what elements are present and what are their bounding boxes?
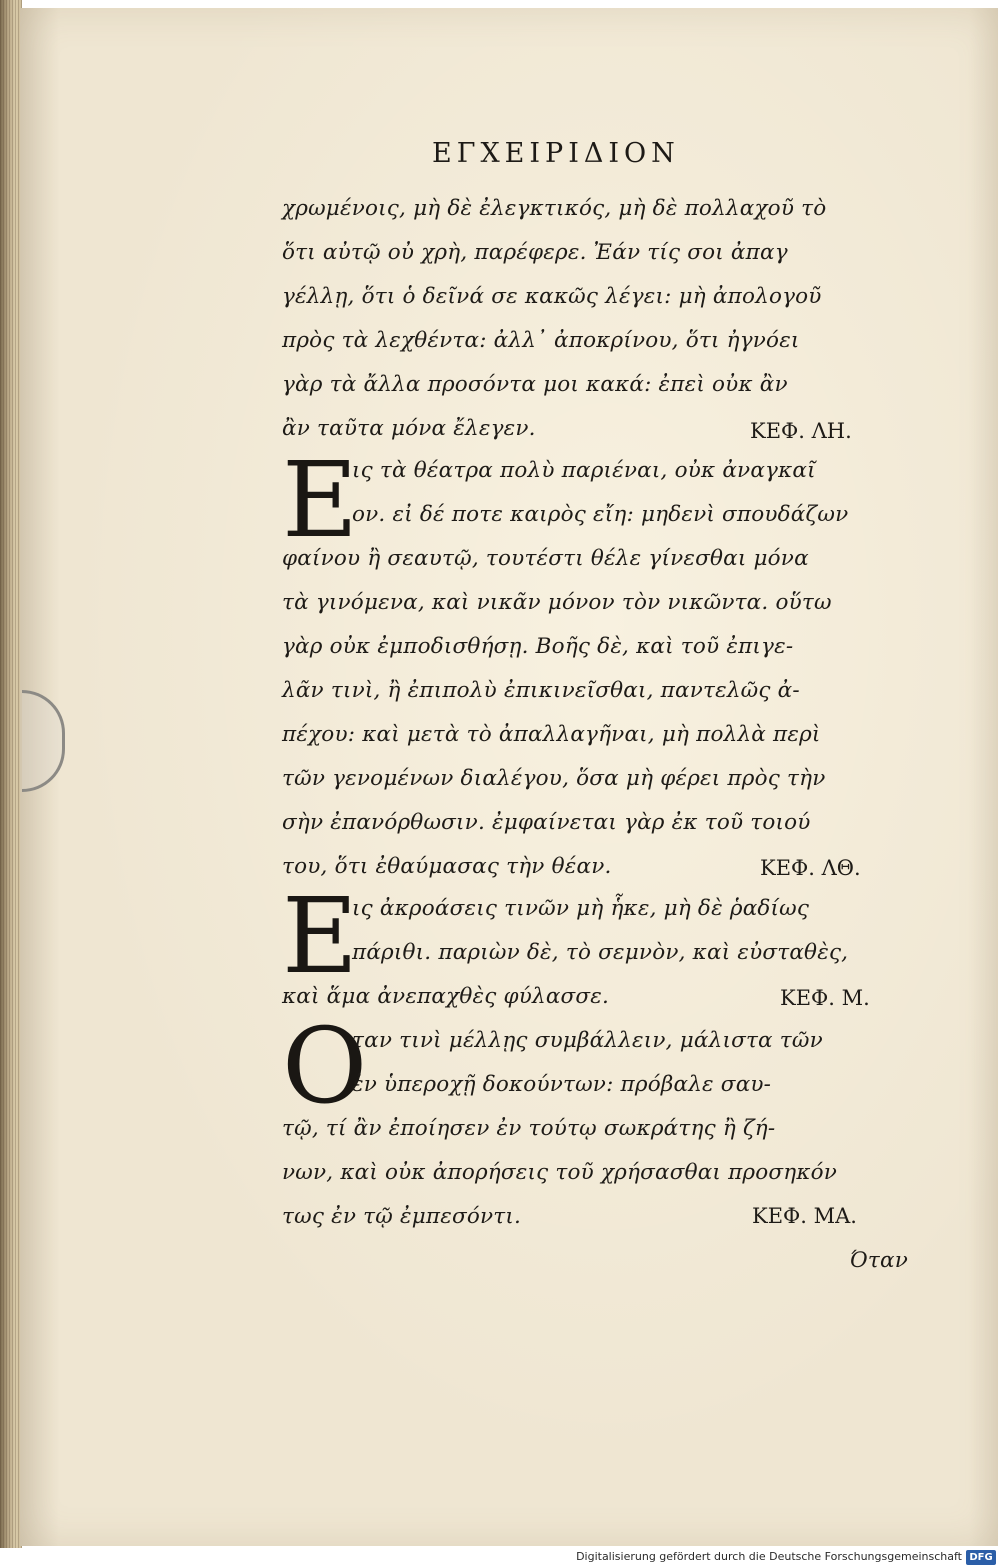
text-line: πρὸς τὰ λεχθέντα: ἀλλ᾽ ἀποκρίνου, ὅτι ἠγνόει: [282, 328, 800, 353]
funding-credit: Digitalisierung gefördert durch die Deutsche Forschungsgemeinschaft: [576, 1550, 962, 1563]
text-line: ις τὰ θέατρα πολὺ παριέναι, οὐκ ἀναγκαῖ: [352, 458, 816, 483]
running-head: ΕΓΧΕΙΡΙΔΙΟΝ: [432, 138, 680, 169]
text-line: γὰρ οὐκ ἐμποδισθήσῃ. Βοῆς δὲ, καὶ τοῦ ἐπιγε-: [282, 634, 794, 659]
text-line: σὴν ἐπανόρθωσιν. ἐμφαίνεται γὰρ ἐκ τοῦ τοιού: [282, 810, 811, 835]
chapter-heading: ΚΕΦ. ΜΑ.: [752, 1204, 857, 1228]
text-line: ἂν ταῦτα μόνα ἔλεγεν.: [282, 416, 536, 441]
text-line: τως ἐν τῷ ἐμπεσόντι.: [282, 1204, 522, 1229]
text-line: τῷ, τί ἂν ἐποίησεν ἐν τούτῳ σωκράτης ἢ ζή-: [282, 1116, 776, 1141]
text-line: γὰρ τὰ ἄλλα προσόντα μοι κακά: ἐπεὶ οὐκ ἂν: [282, 372, 788, 397]
text-line: γέλλῃ, ὅτι ὁ δεῖνά σε κακῶς λέγει: μὴ ἀπολογοῦ: [282, 284, 822, 309]
text-line: τὰ γινόμενα, καὶ νικᾶν μόνον τὸν νικῶντα. οὕτω: [282, 590, 832, 615]
drop-cap: E: [282, 439, 358, 561]
footer-bar: [0, 1548, 1000, 1568]
drop-cap: E: [282, 875, 358, 997]
page-edges-texture: [0, 0, 22, 1548]
text-line: πάριθι. παριὼν δὲ, τὸ σεμνὸν, καὶ εὐσταθὲς,: [352, 940, 849, 965]
text-line: χρωμένοις, μὴ δὲ ἐλεγκτικός, μὴ δὲ πολλαχοῦ τὸ: [282, 196, 827, 221]
text-line: φαίνου ἢ σεαυτῷ, τουτέστι θέλε γίνεσθαι μόνα: [282, 546, 809, 571]
page-marker-tab: [22, 690, 65, 792]
text-line: νων, καὶ οὐκ ἀπορήσεις τοῦ χρήσασθαι προσηκόν: [282, 1160, 838, 1185]
drop-cap: O: [282, 1005, 368, 1127]
book-fore-edge: [0, 0, 22, 1548]
dfg-logo-icon: DFG: [966, 1550, 996, 1565]
text-line: ον. εἰ δέ ποτε καιρὸς εἴη: μηδενὶ σπουδάζων: [352, 502, 849, 527]
chapter-heading: ΚΕΦ. Μ.: [780, 986, 870, 1010]
text-line: ἐν ὑπεροχῇ δοκούντων: πρόβαλε σαυ-: [352, 1072, 772, 1097]
catchword: Όταν: [849, 1248, 908, 1273]
text-line: λᾶν τινὶ, ἢ ἐπιπολὺ ἐπικινεῖσθαι, παντελῶς ἀ-: [282, 678, 800, 703]
text-line: ις ἀκροάσεις τινῶν μὴ ἧκε, μὴ δὲ ῥαδίως: [352, 896, 810, 921]
text-line: πέχου: καὶ μετὰ τὸ ἀπαλλαγῆναι, μὴ πολλὰ περὶ: [282, 722, 821, 747]
text-line: ὅτι αὐτῷ οὐ χρὴ, παρέφερε. Ἐάν τίς σοι ἀπαγ: [282, 240, 788, 265]
text-line: καὶ ἅμα ἀνεπαχθὲς φύλασσε.: [282, 984, 610, 1009]
chapter-heading: ΚΕΦ. ΛΗ.: [750, 419, 852, 443]
text-line: ταν τινὶ μέλλῃς συμβάλλειν, μάλιστα τῶν: [352, 1028, 823, 1053]
book-page: [20, 8, 998, 1546]
chapter-heading: ΚΕΦ. ΛΘ.: [760, 856, 861, 880]
text-line: του, ὅτι ἐθαύμασας τὴν θέαν.: [282, 854, 612, 879]
text-line: τῶν γενομένων διαλέγου, ὅσα μὴ φέρει πρὸς τὴν: [282, 766, 826, 791]
